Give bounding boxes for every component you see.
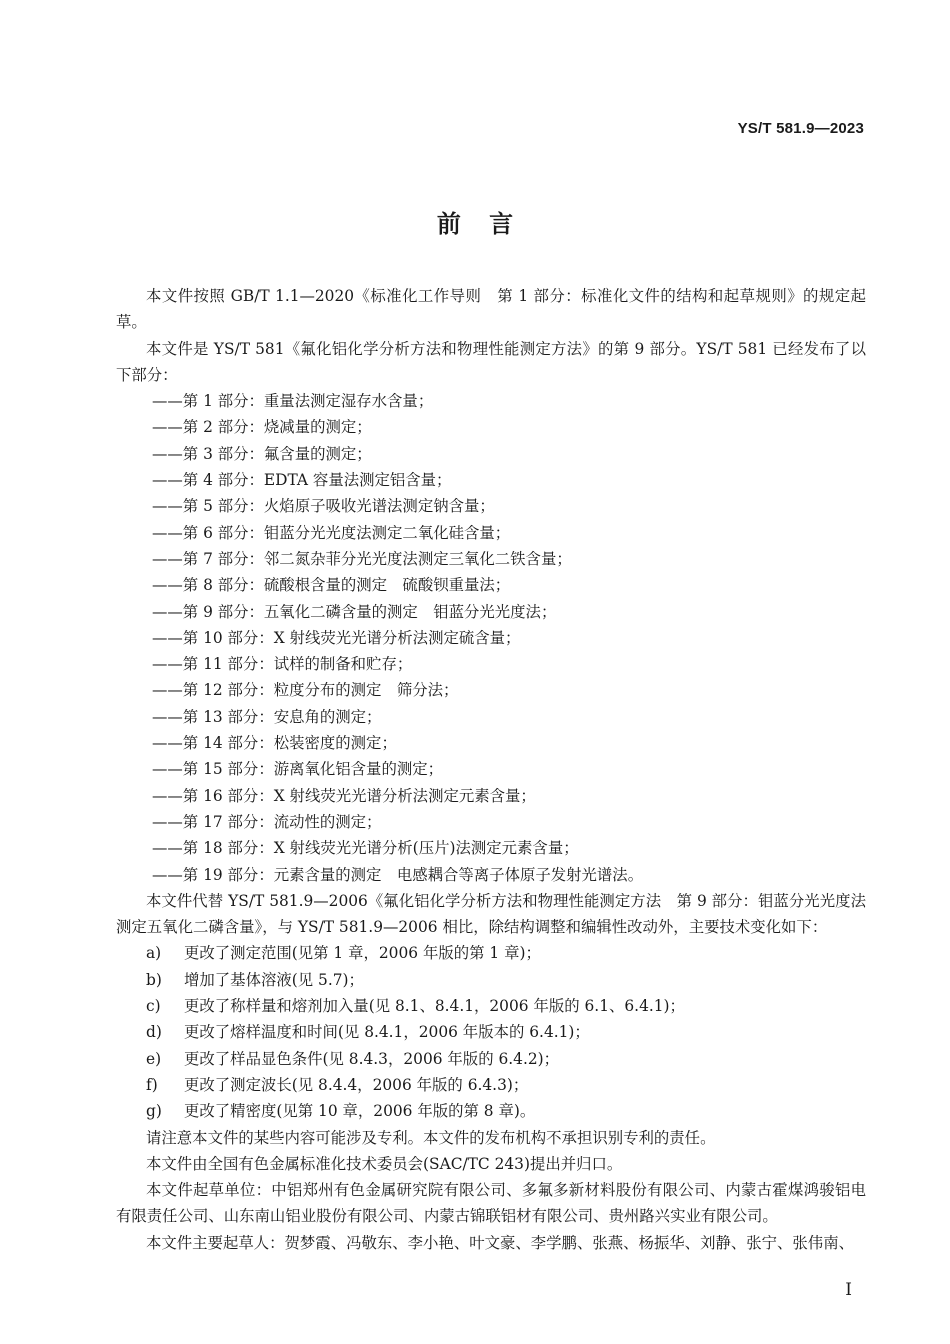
- list-item: ——第 4 部分：EDTA 容量法测定铝含量；: [152, 471, 452, 490]
- item-text: 更改了测定波长(见 8.4.4，2006 年版的 6.4.3)；: [184, 1075, 529, 1094]
- list-item: ——第 5 部分：火焰原子吸收光谱法测定钠含量；: [152, 497, 495, 516]
- list-item: ——第 18 部分：X 射线荧光光谱分析(压片)法测定元素含量；: [152, 839, 579, 858]
- drafting-units-paragraph: 本文件起草单位：中铝郑州有色金属研究院有限公司、多氟多新材料股份有限公司、内蒙古霍煤鸿骏铝电有限责任公司、山东南山铝业股份有限公司、内蒙古锦联铝材有限公司、贵州路兴实业有限公司。: [116, 1181, 866, 1226]
- page-title: [0, 204, 950, 239]
- intro-paragraph: 本文件是 YS/T 581《氟化铝化学分析方法和物理性能测定方法》的第 9 部分。YS/T 581 已经发布了以下部分：: [116, 339, 866, 384]
- list-item: ——第 19 部分：元素含量的测定 电感耦合等离子体原子发射光谱法。: [152, 865, 644, 884]
- patent-notice: 请注意本文件的某些内容可能涉及专利。本文件的发布机构不承担识别专利的责任。: [146, 1128, 716, 1147]
- item-text: 更改了精密度(见第 10 章，2006 年版的第 8 章)。: [184, 1102, 536, 1121]
- item-text: 更改了熔样温度和时间(见 8.4.1，2006 年版本的 6.4.1)；: [184, 1023, 590, 1042]
- list-item: [116, 1046, 866, 1072]
- list-item: ——第 7 部分：邻二氮杂菲分光光度法测定三氧化二铁含量；: [152, 549, 572, 568]
- list-item: ——第 2 部分：烧减量的测定；: [152, 418, 372, 437]
- list-item: ——第 12 部分：粒度分布的测定 筛分法；: [152, 681, 459, 700]
- item-text: 增加了基体溶液(见 5.7)；: [184, 970, 364, 989]
- list-item: [116, 940, 866, 966]
- changes-list: [116, 940, 866, 1124]
- item-label: c): [146, 997, 161, 1016]
- title-char: 前: [436, 210, 461, 238]
- list-item: ——第 11 部分：试样的制备和贮存；: [152, 655, 413, 674]
- list-item: [116, 993, 866, 1019]
- item-text: 更改了测定范围(见第 1 章，2006 年版的第 1 章)；: [184, 944, 541, 963]
- replace-paragraph: 本文件代替 YS/T 581.9—2006《氟化铝化学分析方法和物理性能测定方法 第 9 部分：钼蓝分光光度法测定五氧化二磷含量》，与 YS/T 581.9—2006 相比，除结构调整和编辑性改动外，主要技术变化如下：: [116, 891, 866, 937]
- list-item: ——第 15 部分：游离氧化铝含量的测定；: [152, 760, 444, 779]
- standard-number: YS/T 581.9—2023: [737, 120, 864, 137]
- list-item: ——第 8 部分：硫酸根含量的测定 硫酸钡重量法；: [152, 576, 511, 595]
- item-text: 更改了样品显色条件(见 8.4.3，2006 年版的 6.4.2)；: [184, 1049, 560, 1068]
- list-item: ——第 3 部分：氟含量的测定；: [152, 444, 372, 463]
- list-item: ——第 9 部分：五氧化二磷含量的测定 钼蓝分光光度法；: [152, 602, 557, 621]
- item-label: f): [146, 1075, 158, 1094]
- item-label: b): [146, 970, 162, 989]
- intro-paragraph: 本文件按照 GB/T 1.1—2020《标准化工作导则 第 1 部分：标准化文件的结构和起草规则》的规定起草。: [116, 287, 866, 332]
- list-item: ——第 1 部分：重量法测定湿存水含量；: [152, 392, 434, 411]
- item-label: g): [146, 1102, 162, 1121]
- list-item: [116, 1072, 866, 1098]
- item-text: 更改了称样量和熔剂加入量(见 8.1、8.4.1，2006 年版的 6.1、6.4.1)；: [184, 997, 685, 1016]
- list-item: [116, 1098, 866, 1124]
- list-item: ——第 10 部分：X 射线荧光光谱分析法测定硫含量；: [152, 628, 521, 647]
- drafters-paragraph: 本文件主要起草人：贺梦霞、冯敬东、李小艳、叶文豪、李学鹏、张燕、杨振华、刘静、张宁、张伟南、: [146, 1233, 854, 1252]
- list-item: ——第 13 部分：安息角的测定；: [152, 707, 382, 726]
- list-item: ——第 14 部分：松装密度的测定；: [152, 734, 397, 753]
- list-item: [116, 1019, 866, 1045]
- list-item: ——第 17 部分：流动性的测定；: [152, 812, 382, 831]
- list-item: ——第 6 部分：钼蓝分光光度法测定二氧化硅含量；: [152, 523, 511, 542]
- list-item: ——第 16 部分：X 射线荧光光谱分析法测定元素含量；: [152, 786, 536, 805]
- parts-list: [116, 388, 866, 888]
- list-item: [116, 967, 866, 993]
- item-label: a): [146, 944, 162, 963]
- item-label: e): [146, 1049, 162, 1068]
- page-number: I: [845, 1280, 852, 1300]
- title-char: 言: [489, 210, 514, 238]
- item-label: d): [146, 1023, 162, 1042]
- proposer-paragraph: 本文件由全国有色金属标准化技术委员会(SAC/TC 243)提出并归口。: [146, 1154, 623, 1173]
- document-body: [116, 283, 866, 1256]
